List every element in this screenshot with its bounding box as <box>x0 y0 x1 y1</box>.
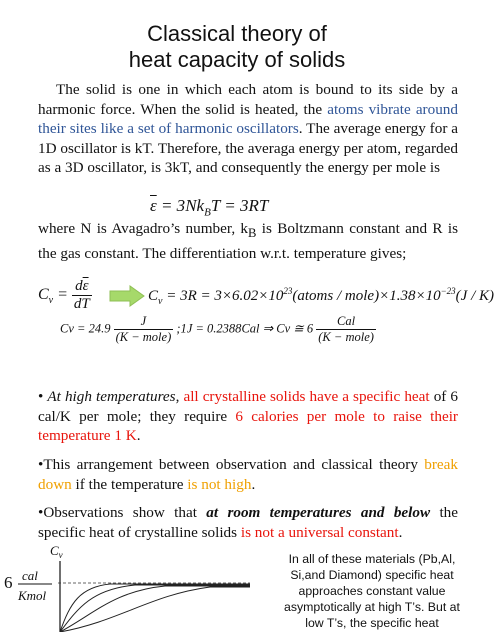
period: . <box>136 427 141 444</box>
specific-heat-graph <box>0 543 270 632</box>
graph-y-label: $C_v$ <box>50 543 63 560</box>
intro-text-2: . The average energy for a 1D oscillator is kT. Therefore, the averaga energy per atom, regarded as a 3D oscillator, is 3kT, and consequently the energy per mole is <box>38 120 458 176</box>
high-temp-red-1: all crystalline solids have a specific heat <box>183 388 430 405</box>
observations-paragraph <box>38 503 458 542</box>
arrangement-text-2: if the temperature <box>71 475 188 493</box>
arrangement-orange-2: is not high <box>187 475 252 493</box>
observations-text-1: •Observations show that <box>38 504 207 521</box>
graph-level-value: 6 <box>4 573 13 592</box>
intro-text-1: The solid is one in which each atom is bound to its side by a harmonic force. When the solid is heated, the <box>38 81 458 118</box>
graph-level-unit-num: cal <box>22 568 38 583</box>
observations-bold: at room temperatures and below <box>206 504 431 521</box>
title-line-1: Classical theory of <box>147 21 327 46</box>
period: . <box>251 475 256 493</box>
cv-calorie-equation: Cv = 24.9 $\frac{J}{\text{(K − mole)}}$ ;1J = 0.2388Cal ⇒ Cv ≅ 6 $\frac{\text{Cal}}{\text{(K − mole)}}$ <box>60 314 374 344</box>
arrangement-text-1: •This arrangement between observation and classical theory <box>38 456 425 473</box>
right-arrow-icon <box>108 285 146 307</box>
high-temperature-paragraph <box>38 387 458 446</box>
high-temp-red-2: 6 calories per mole to raise their temperature 1 K <box>38 407 458 444</box>
high-temp-lead: At high temperatures <box>47 388 176 405</box>
comma: , <box>175 388 184 405</box>
observations-text-2: the specific heat of crystalline solids <box>38 504 458 541</box>
high-temp-text-1: of 6 cal/K per mole; they require <box>38 388 459 425</box>
bullet: • <box>38 388 48 405</box>
graph-curve-diamond <box>60 587 250 632</box>
graph-level-unit-den: Kmol <box>18 588 47 603</box>
cv-derivative: $C_v$ = $\frac{d\overline{\varepsilon}}{dT}$ <box>38 278 90 312</box>
title-line-2: heat capacity of solids <box>128 47 346 72</box>
where-text-1: where N is Avagadro’s number, k <box>38 220 249 237</box>
period: . <box>398 523 403 541</box>
where-paragraph <box>38 219 458 263</box>
arrangement-paragraph <box>38 455 458 494</box>
graph-note: In all of these materials (Pb,Al, Si,and Diamond) specific heat approaches constant value asymptotically at high T’s. But at low T’s, the specific heat <box>284 552 460 630</box>
intro-highlight: atoms vibrate around their sites like a set of harmonic oscillators <box>38 100 458 137</box>
arrangement-orange-1: break down <box>38 456 458 493</box>
where-text-2: is Boltzmann constant and R is the gas constant. The differentiation w.r.t. temperature gives; <box>38 220 458 262</box>
where-sub: B <box>248 226 257 241</box>
cv-value-equation: $C_v = 3R$ = $3\times 6.02\times 10^{23}(atoms$ / $mole)\times 1.38\times 10^{-23}(J / K)$ <box>148 286 494 307</box>
energy-equation: $\overline{\varepsilon} = 3Nk_BT = 3RT$ <box>150 196 269 219</box>
intro-paragraph <box>38 80 458 178</box>
observations-red: is not a universal constant <box>240 523 399 541</box>
